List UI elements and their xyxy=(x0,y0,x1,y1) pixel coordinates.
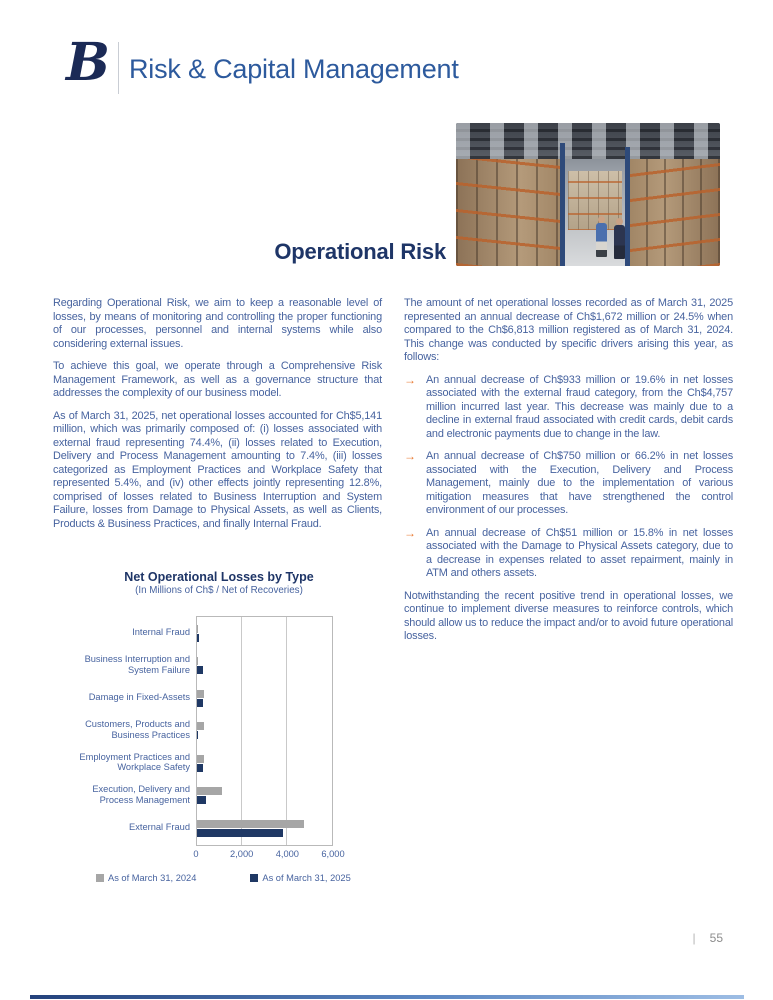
bullet-item xyxy=(404,527,733,581)
chart-bar xyxy=(197,666,203,674)
chart-bar xyxy=(197,690,204,698)
bullet-text: An annual decrease of Ch$51 million or 15.8% in net losses associated with the Damage to Physical Assets category, due to a decrease in expenses related to asset repairment, mainly in ATM and others assets. xyxy=(426,526,733,579)
chart-bar-group xyxy=(197,812,332,845)
arrow-bullet-icon: → xyxy=(404,525,416,540)
chart-category-label: Employment Practices and Workplace Safety xyxy=(79,751,190,773)
header-divider xyxy=(118,42,119,94)
chart-bar-group xyxy=(197,650,332,683)
chart-bar xyxy=(197,634,199,642)
chart-bar xyxy=(197,787,222,795)
chart-x-tick: 4,000 xyxy=(275,848,299,859)
paragraph: As of March 31, 2025, net operational losses accounted for Ch$5,141 million, which was primarily composed of: (i) losses associated with external fraud representing 74.4%, (ii) losses related to Execution, Delivery and Process Management amounting to 7.4%, (iii) losses categorized as Employment Practices and Workplace Safety that represented 5.4%, and (iv) other effects jointly representing 12.8%, comprised of losses related to Business Interruption and System Failure, losses from Damage to Physical Assets, as well as Clients, Products & Business Practices, and finally Internal Fraud. xyxy=(53,409,382,530)
bullet-item xyxy=(404,374,733,442)
chart-bar xyxy=(197,829,283,837)
chart-bar-group xyxy=(197,747,332,780)
paragraph: Regarding Operational Risk, we aim to keep a reasonable level of losses, by means of monitoring and controlling the proper functioning of our processes, personnel and internal systems while also considering external issues. xyxy=(53,297,382,350)
chart-bar xyxy=(197,699,203,707)
photo-shelving-right xyxy=(628,145,720,266)
right-text-column xyxy=(404,297,733,653)
bullet-text: An annual decrease of Ch$933 million or 19.6% in net losses associated with the external fraud category, from the Ch$4,757 million incurred last year. This decrease was mainly due to a decline in external fraud associated with credit cards, debit cards and electronic payments due to change in the law. xyxy=(426,373,733,440)
section-heading: Operational Risk xyxy=(274,239,446,264)
chart-plot-wrapper xyxy=(58,616,380,846)
chart-legend-item xyxy=(96,873,196,883)
legend-label: As of March 31, 2024 xyxy=(108,872,197,883)
chart-x-tick: 6,000 xyxy=(321,848,345,859)
chart-plot-area xyxy=(196,616,333,846)
chart-category-label: Business Interruption and System Failure xyxy=(84,654,190,675)
chart-category-label: Customers, Products and Business Practices xyxy=(85,719,190,740)
net-operational-losses-chart xyxy=(58,570,380,883)
chart-bar xyxy=(197,722,204,730)
chart-category-label: Execution, Delivery and Process Management xyxy=(92,784,190,805)
legend-label: As of March 31, 2025 xyxy=(262,872,351,883)
photo-ceiling xyxy=(456,123,720,159)
chart-bar-group xyxy=(197,715,332,748)
chart-subtitle: (In Millions of Ch$ / Net of Recoveries) xyxy=(135,585,303,596)
chart-bar-group xyxy=(197,682,332,715)
chart-category-labels xyxy=(58,616,196,846)
page-number-divider: | xyxy=(692,931,696,945)
chart-bar xyxy=(197,820,304,828)
chart-bar-group xyxy=(197,617,332,650)
left-text-column xyxy=(53,297,382,540)
photo-rack-post xyxy=(625,147,630,266)
paragraph: Notwithstanding the recent positive trend in operational losses, we continue to implement diverse measures to reinforce controls, which should allow us to reduce the impact and/or to avoid future operational losses. xyxy=(404,589,733,642)
chart-category-label: External Fraud xyxy=(129,821,190,832)
bullet-text: An annual decrease of Ch$750 million or 66.2% in net losses associated with the Execution, Delivery and Process Management, mainly due to the implementation of various mitigation measures that have strengthened the control environment of our processes. xyxy=(426,450,733,516)
page-number-value: 55 xyxy=(709,931,723,945)
chart-category-label: Internal Fraud xyxy=(132,626,190,637)
arrow-bullet-icon: → xyxy=(404,372,416,387)
legend-swatch-icon xyxy=(250,874,258,882)
photo-rack-post xyxy=(560,143,565,266)
chart-legend xyxy=(96,873,380,883)
legend-swatch-icon xyxy=(96,874,104,882)
bank-logo: B xyxy=(66,32,110,93)
warehouse-photo xyxy=(456,123,720,266)
photo-shelving-left xyxy=(456,141,564,266)
photo-person xyxy=(596,223,607,257)
footer-accent-bar xyxy=(30,995,744,999)
chapter-title: Risk & Capital Management xyxy=(129,54,459,84)
chart-bar-group xyxy=(197,780,332,813)
chart-x-tick: 0 xyxy=(193,848,199,859)
bullet-item xyxy=(404,450,733,518)
photo-shelving-back xyxy=(568,171,622,231)
page-number xyxy=(693,931,723,945)
chart-bar xyxy=(197,755,204,763)
chart-legend-item xyxy=(250,873,350,883)
chart-x-tick: 2,000 xyxy=(230,848,254,859)
chart-bar xyxy=(197,764,203,772)
chart-bar xyxy=(197,796,206,804)
chart-x-axis xyxy=(193,848,345,863)
paragraph: The amount of net operational losses recorded as of March 31, 2025 represented an annual decrease of Ch$1,672 million or 24.5% when compared to the Ch$6,813 million registered as of March 31, 2024. This change was conducted by specific drivers arising this year, as follows: xyxy=(404,297,733,363)
paragraph: To achieve this goal, we operate through a Comprehensive Risk Management Framework, as well as a governance structure that addresses the complexity of our business model. xyxy=(53,360,382,399)
arrow-bullet-icon: → xyxy=(404,449,416,463)
chart-category-label: Damage in Fixed-Assets xyxy=(88,691,190,702)
chart-title: Net Operational Losses by Type xyxy=(124,570,314,584)
photo-person xyxy=(614,225,625,259)
